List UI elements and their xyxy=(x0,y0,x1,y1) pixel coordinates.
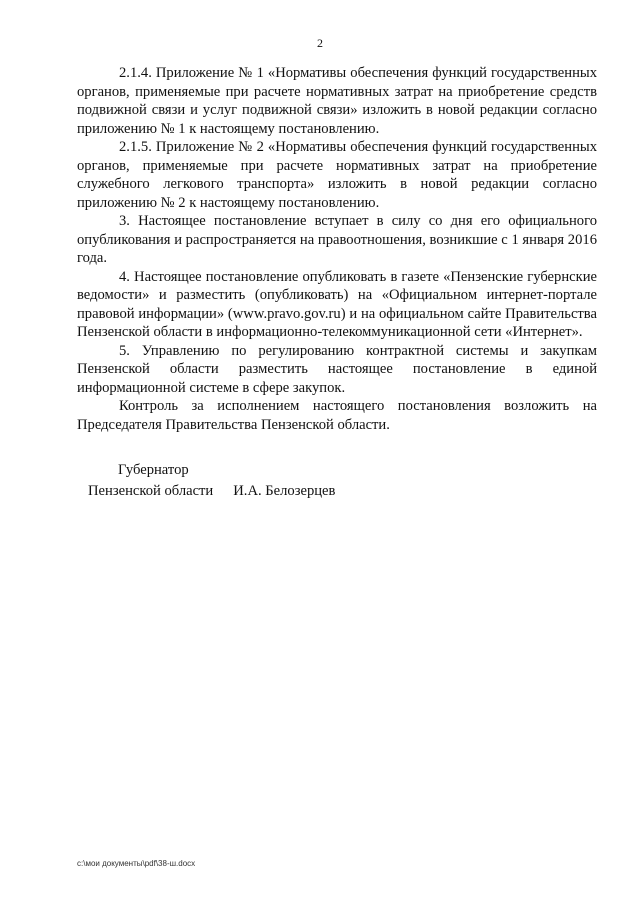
signatory-name: И.А. Белозерцев xyxy=(233,483,336,499)
signatory-title: Губернатор xyxy=(118,462,189,478)
paragraph-control: Контроль за исполнением настоящего постановления возложить на Председателя Правительства Пензенской области. xyxy=(77,398,597,433)
signatory-region: Пензенской области xyxy=(88,483,214,499)
paragraph-2-1-4: 2.1.4. Приложение № 1 «Нормативы обеспечения функций государственных органов, применяемые при расчете нормативных затрат на приобретение средств подвижной связи и услуг подвижной связи» изложить в новой редакции согласно приложению № 1 к настоящему постановлению. xyxy=(77,65,597,137)
paragraph-2-1-5: 2.1.5. Приложение № 2 «Нормативы обеспечения функций государственных органов, применяемые при расчете нормативных затрат на приобретение служебного легкового транспорта» изложить в новой редакции согласно приложению № 2 к настоящему постановлению. xyxy=(77,139,597,211)
document-body xyxy=(77,64,597,434)
signature-block xyxy=(88,460,335,502)
paragraph-3: 3. Настоящее постановление вступает в силу со дня его официального опубликования и распространяется на правоотношения, возникшие с 1 января 2016 года. xyxy=(77,213,597,266)
page-number: 2 xyxy=(317,36,323,50)
paragraph-5: 5. Управлению по регулированию контрактной системы и закупкам Пензенской области разместить настоящее постановление в единой информационной системе в сфере закупок. xyxy=(77,342,597,396)
signatory-row xyxy=(88,481,335,502)
paragraph-4: 4. Настоящее постановление опубликовать в газете «Пензенские губернские ведомости» и разместить (опубликовать) на «Официальном интернет-портале правовой информации» (www.pravo.gov.ru) и на официальном сайте Правительства Пензенской области в информационно-телекоммуникационной сети «Интернет». xyxy=(77,268,597,340)
file-path-footer: c:\мои документы\pdf\38-ш.docx xyxy=(77,859,196,868)
